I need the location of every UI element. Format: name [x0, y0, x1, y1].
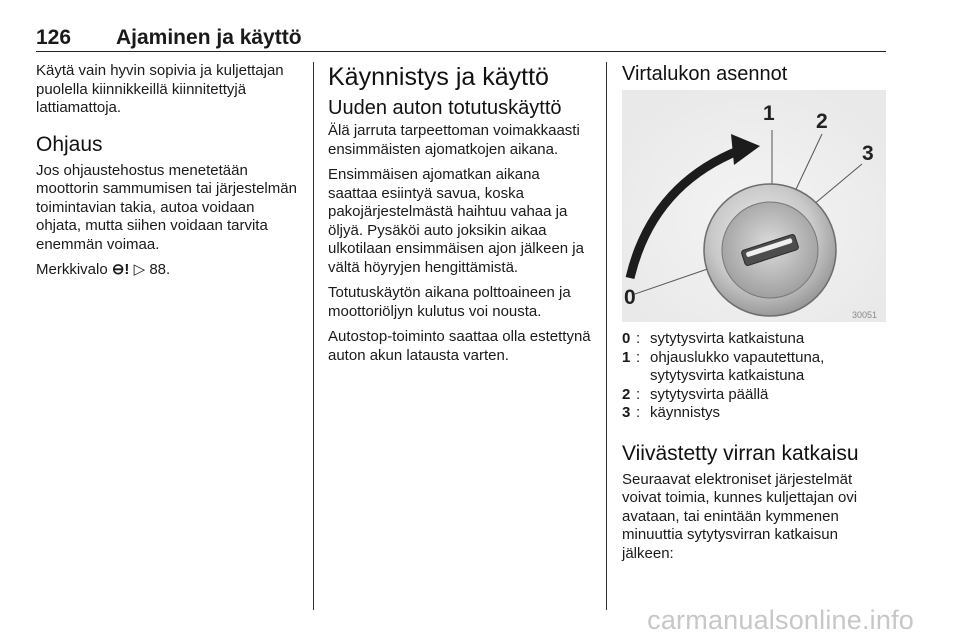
steering-paragraph: Jos ohjaustehostus menetetään moottorin sammumisen tai järjestelmän toimintavian takia, autoa voidaan ohjata, mutta siihen voidaan tarvita enemmän voimaa.	[36, 161, 297, 253]
delayed-power-off-heading: Viivästetty virran katkaisu	[622, 441, 859, 465]
break-in-paragraph-1: Älä jarruta tarpeettoman voimakkaasti ensimmäisten ajomatkojen aikana.	[328, 122, 580, 158]
break-in-paragraph-2: Ensimmäisen ajomatkan aikana saattaa esiintyä savua, koska pakojärjestelmästä haihtuu vahaa ja öljyä. Pysäköi auto joksikin aikaa ulkotilaan ensimmäisen ajon jälkeen ja vältä höyryjen hengittämistä.	[328, 166, 584, 276]
watermark: carmanualsonline.info	[647, 605, 914, 635]
definition-row	[622, 386, 886, 405]
reference-arrow-icon: ▷	[133, 261, 146, 278]
definition-row	[622, 404, 886, 423]
section-heading: Käynnistys ja käyttö	[328, 63, 549, 91]
column-right	[622, 62, 886, 570]
definition-colon: :	[636, 385, 641, 403]
definition-row	[622, 330, 886, 349]
page-number: 126	[36, 26, 72, 49]
page-header	[36, 26, 886, 52]
definition-key: 3	[622, 404, 631, 421]
definition-colon: :	[636, 404, 641, 421]
warning-light-label: Merkkivalo	[36, 261, 108, 278]
definition-key: 0	[622, 330, 631, 347]
definition-colon: :	[636, 348, 641, 366]
chapter-title: Ajaminen ja käyttö	[116, 26, 302, 49]
position-label-3: 3	[862, 142, 874, 165]
delayed-power-off-paragraph: Seuraavat elektroniset järjestelmät voivat toimia, kunnes kuljettajan ovi avataan, tai enintään kymmenen minuuttia sytytysvirran katkaisun jälkeen:	[622, 470, 858, 562]
ignition-positions-heading: Virtalukon asennot	[622, 63, 788, 85]
definition-colon: :	[636, 330, 641, 347]
column-middle	[328, 62, 592, 372]
column-left	[36, 62, 300, 287]
break-in-paragraph-4: Autostop-toiminto saattaa olla estettynä auton akun latausta varten.	[328, 328, 591, 364]
column-divider	[313, 62, 314, 610]
floor-mats-paragraph: Käytä vain hyvin sopivia ja kuljettajan puolella kiinnikkeillä kiinnitettyjä lattiamattoja.	[36, 62, 284, 116]
position-definitions	[622, 330, 886, 423]
position-label-0: 0	[624, 286, 636, 309]
break-in-heading: Uuden auton totutuskäyttö	[328, 97, 562, 119]
position-label-2: 2	[816, 110, 828, 133]
column-divider	[606, 62, 607, 610]
page-reference-link[interactable]: 88.	[149, 261, 171, 278]
break-in-paragraph-3: Totutuskäytön aikana polttoaineen ja moottoriöljyn kulutus voi nousta.	[328, 284, 571, 320]
definition-text: sytytysvirta katkaistuna	[650, 330, 805, 347]
figure-code: 30051	[852, 310, 878, 320]
position-label-1: 1	[763, 102, 775, 125]
definition-text: käynnistys	[650, 404, 721, 421]
definition-key: 1	[622, 348, 631, 366]
ignition-switch-figure	[622, 90, 886, 322]
warning-light-paragraph	[36, 261, 300, 280]
definition-key: 2	[622, 385, 631, 403]
definition-text: sytytysvirta päällä	[650, 385, 769, 403]
steering-warning-icon: ⊖!	[111, 261, 130, 278]
steering-heading: Ohjaus	[36, 132, 103, 156]
definition-text: ohjauslukko vapautettuna, sytytysvirta katkaistuna	[650, 348, 825, 384]
definition-row	[622, 349, 886, 386]
ignition-switch-illustration	[622, 90, 886, 322]
